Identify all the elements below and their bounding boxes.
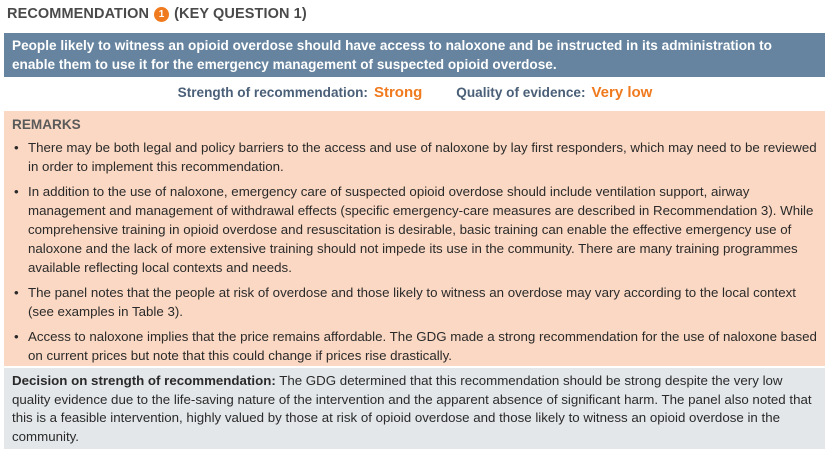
remark-item [12,138,817,176]
remarks-title: REMARKS [12,117,81,132]
remark-text: There may be both legal and policy barriers to the access and use of naloxone by lay first responders, which may need to be reviewed in order to implement this recommendation. [28,140,817,174]
number-badge: 1 [154,7,169,22]
bullet-icon: • [14,329,19,344]
bullet-icon: • [14,285,19,300]
header-subtitle: (KEY QUESTION 1) [174,6,307,22]
remark-text: Access to naloxone implies that the price remains affordable. The GDG made a strong recommendation for the use of naloxone based on current prices but note that this could change if prices rise drastically. [28,329,817,363]
recommendation-statement: People likely to witness an opioid overdose should have access to naloxone and be instructed in its administration to enable them to use it for the emergency management of suspected opioid overdose. [4,33,825,77]
bullet-icon: • [14,140,19,155]
section-header [7,6,307,22]
remark-item [12,182,817,277]
quality-value: Very low [591,84,653,101]
remark-item [12,283,817,321]
decision-section [4,368,825,449]
remark-text: The panel notes that the people at risk of overdose and those likely to witness an overdose may vary according to the local context (see examples in Table 3). [28,285,796,319]
header-title: RECOMMENDATION [7,6,150,22]
decision-label: Decision on strength of recommendation: [12,373,276,388]
remarks-section [4,111,825,366]
remark-item [12,327,817,365]
remark-text: In addition to the use of naloxone, emergency care of suspected opioid overdose should include ventilation support, airway management and management of withdrawal effects (specific emergency-care measures are described in Recommendation 3). While comprehensive training in opioid overdose and resuscitation is desirable, basic training can enable the effective emergency use of naloxone and the lack of more extensive training should not impede its use in the community. There are many training programmes available reflecting local contexts and needs. [28,184,814,275]
strength-quality-row [0,84,830,101]
remarks-list [12,138,817,365]
bullet-icon: • [14,184,19,199]
quality-label: Quality of evidence: [456,85,586,100]
strength-label: Strength of recommendation: [177,85,368,100]
decision-text: The GDG determined that this recommendation should be strong despite the very low quality evidence due to the life-saving nature of the intervention and the apparent absence of significant harm. The panel also noted that this is a feasible intervention, highly valued by those at risk of opioid overdose and those likely to witness an opioid overdose in the community. [12,373,812,444]
strength-value: Strong [373,84,423,101]
